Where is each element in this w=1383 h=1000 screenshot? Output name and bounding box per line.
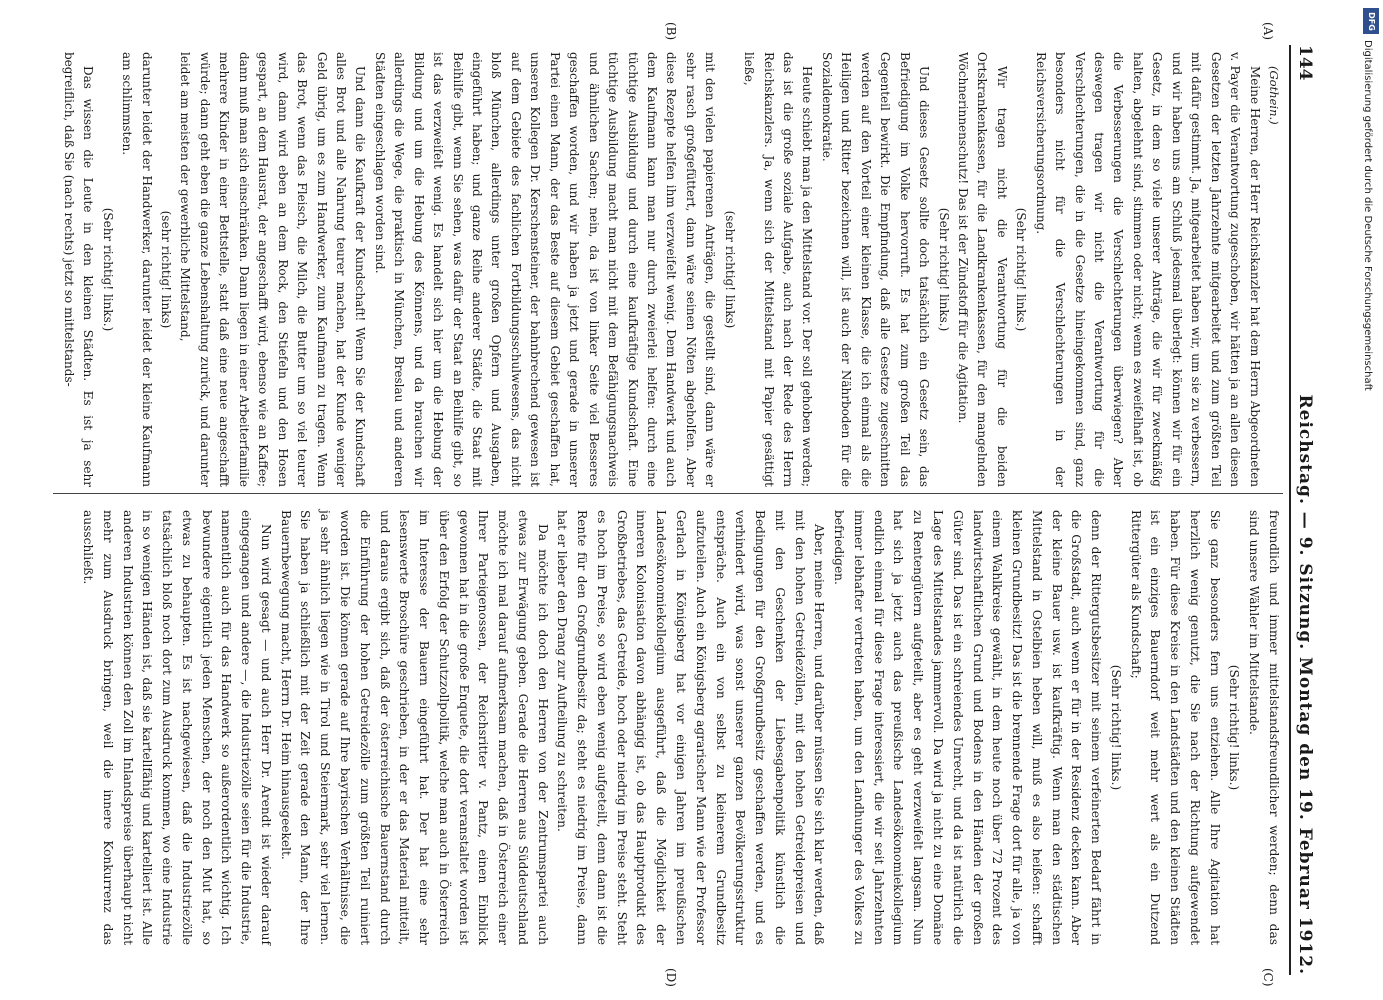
interjection: (Sehr richtig! links.) [1014, 207, 1029, 332]
column-divider [53, 493, 1283, 494]
paragraph: Wir tragen nicht die Verantwortung für die beiden Ortskrankenkassen, für die Landkrankenkassen, für den mangelnden Wöchnerinnenschutz! Das ist der Zündstoff für die Agitation. [956, 52, 1009, 487]
paragraph: Da möchte ich doch den Herren von der Zentrumspartei auch etwas zur Erwägung geben. Gerade die Herren aus Süddeutschland möchte ich mal darauf aufmerksam machen, daß in Österreich einer Ihrer Parteigenossen, der Reichsritter v. Pantz, einen Einblick gewonnen hat in die große Enquete, die dort veranstaltet worden ist über den Erfolg der Schutzzollpolitik, welche man auch in Österreich im Interesse der Bauern eingeführt hat. Der hat eine sehr lesenswerte Broschüre geschrieben, in der er das Material mitteilt, und daraus ergibt sich, daß der österreichische Bauernstand durch die Einführung der hohen Getreidezölle zum größten Teil ruiniert worden ist. Die können gerade auf Ihre bayrischen Verhältnisse, die ja sehr ähnlich liegen wie in Tirol und Steiermark, sehr viel lernen. Sie haben ja schließlich mit der Zeit gerade den Mann, der Ihre Bauernbewegung macht, Herrn Dr. Heim hinausgeekelt. [278, 510, 550, 945]
paragraph: Das wissen die Leute in den kleinen Städten. Es ist ja sehr begreiflich, daß Sie (nach rechts) jetzt so mittelstands- [61, 52, 96, 487]
speaker-label: (Gothein.) [1267, 66, 1281, 125]
digitization-credit [1359, 40, 1379, 800]
paragraph: darunter leidet der Handwerker, darunter leidet der kleine Kaufmann am schlimmsten. [120, 52, 154, 487]
margin-mark-b: (B) [664, 22, 678, 41]
paragraph: Heute schiebt man ja den Mittelstand vor. Der soll gehoben werden; das ist die große soziale Aufgabe, auch nach der Rede des Herrn Reichskanzlers. Ja, wenn sich der Mittelstand mit Papier gesättigt ließe, [742, 52, 815, 487]
dfg-badge-text: DFG [1366, 11, 1376, 31]
dfg-logo-icon [1363, 8, 1379, 34]
paragraph: mit den vielen papierenen Anträgen, die gestellt sind, dann wäre er sehr rasch großgefüttert, dann wäre seinen Nöten abgeholfen. Aber diese Rezepte helfen ihm verzweifelt wenig. Dem Handwerk und auch dem Kaufmann kann man nur durch zweierlei helfen: durch eine tüchtige Ausbildung und durch eine kaufkräftige Kundschaft. Eine tüchtige Ausbildung macht man nicht mit dem Befähigungsnachweis und ähnlichen Sachen; nein, da ist von linker Seite viel Besseres geschaffen worden, und wir haben ja jetzt und gerade in unserer Partei einen Mann, der das Beste auf diesem Gebiet geschaffen hat, unseren Kollegen Dr. Kerschensteiner, der bahnbrechend gewesen ist auf dem Gebiete des fachlichen Fortbildungsschulwesens, das nicht bloß München, allerdings unter großen Opfern und Ausgaben, eingeführt haben; und ganze Reihe anderer Städte, die Staat mit Beihilfe gibt, wenn Sie sehen, was dafür der Staat an Beihilfe gibt, so ist das verzweifelt wenig. Es handelt sich hier um die Hebung der Bildung und um die Hebung des Könnens, und da brauchen wir allerdings die Wege, die praktisch in München, Breslau und anderen Städten eingeschlagen worden sind. [372, 52, 718, 487]
margin-mark-d: (D) [664, 968, 678, 987]
interjection: (Sehr richtig! links.) [100, 207, 115, 332]
interjection: (sehr richtig! links) [722, 210, 737, 329]
paragraph: Sie ganz besonders fern uns entziehen. Alle Ihre Agitation hat herzlich wenig genutzt, die Sie nach der Richtung aufgewendet haben. Für diese Kreise in den Landstädten und den kleinen Städten ist ein einziges Bauerndorf weit mehr wert als ein Dutzend Rittergüter als Kundschaft; [1128, 510, 1222, 945]
paragraph: Und dieses Gesetz sollte doch tatsächlich ein Gesetz sein, das Befriedigung im Volke hervorruft. Es hat zum großen Teil das Gegenteil bewirkt. Die Empfindung, daß alle Gesetze zugeschnitten werden auf den Vorteil einer kleinen Klasse, die ich einmal als die Heiligen und Ritter bezeichnen will, ist auch der Nährboden für die Sozialdemokratie. [819, 52, 932, 487]
right-column [77, 510, 1283, 945]
credit-text: Digitalisierung gefördert durch die Deutsche Forschungsgemeinschaft [1362, 40, 1373, 391]
margin-mark-a: (A) [1261, 22, 1275, 41]
interjection: (Sehr richtig! links.) [936, 207, 951, 332]
paragraph: Und dann die Kaufkraft der Kundschaft! Wenn Sie der Kundschaft alles Brot und alle Nahrung teurer machen, hat der Kunde weniger Geld übrig, um es zum Handwerker, zum Kaufmann zu tragen. Wenn das Brot, wenn das Fleisch, die Milch, die Butter um so viel teurer wird, dann wird eben an dem Rock, den Stiefeln und den Hosen gespart, an dem Hausrat, der angeschafft wird, ebenso wie an Kaffee; dann muß man sich einschränken. Dann liegen in einer Arbeiterfamilie mehrere Kinder in einer Bettstelle, statt daß eine neue angeschafft würde; dann geht eben die ganze Lebenshaltung zurück, und darunter leidet am meisten der gewerbliche Mittelstand, [178, 52, 368, 487]
page-header [1295, 45, 1325, 975]
paragraph: Nun wird gesagt — und auch Herr Dr. Arendt ist wieder darauf eingegangen und andere —, die Industriezölle seien für die Industrie, namentlich auch für das Handwerk so außerordentlich wichtig. Ich bewundere eigentlich jeden Menschen, der noch den Mut hat, so etwas zu behaupten. Es ist nachgewiesen, daß die Industriezölle tatsächlich bloß noch dort zum Ausdruck kommen, wo eine Industrie in so wenigen Händen ist, daß sie kartellfähig und kartelliert ist. Alle anderen Industrien können den Zoll im Inlandspreise überhaupt nicht mehr zum Ausdruck bringen, weil die innere Konkurrenz das ausschließt. [81, 510, 273, 945]
page-title: Reichstag. — 9. Sitzung. Montag den 19. Februar 1912. [1295, 394, 1315, 975]
paragraph: freundlich und immer mittelstandsfreundlicher werden; denn das sind unsere Wähler im Mittelstande. [1247, 510, 1281, 945]
page-number: 144 [1295, 45, 1315, 81]
paragraph: Aber, meine Herren, und darüber müssen Sie sich klar werden, daß mit den hohen Getreidezöllen, mit den hohen Getreidepreisen und mit den Geschenken der Liebesgabenpolitik künstlich die Bedingungen für den Großgrundbesitz geschaffen werden, und es verhindert wird, was sonst unserer ganzen Bevölkerungsstruktur entspräche. Auch ein von selbst zu kleinerem Grundbesitz aufzuteilen. Auch ein Königsberg agrarischer Mann wie der Professor Gerlach in Königsberg hat vor einigen Jahren im preußischen Landesökonomiekollegium ausgeführt, daß die Möglichkeit der inneren Kolonisation davon abhängig ist, ob das Hauptprodukt des Großbetriebes, das Getreide, hoch oder niedrig im Preise steht. Steht es hoch im Preise, so wird eben wenig aufgeteilt, denn dann ist die Rente für den Großgrundbesitz da; steht es niedrig im Preise, dann hat er lieber den Drang zur Aufteilung zu schreiten. [555, 510, 827, 945]
interjection: (sehr richtig! links) [159, 210, 174, 329]
paragraph: Meine Herren, der Herr Reichskanzler hat dem Herrn Abgeordneten v. Payer die Verantwortung zugeschoben, wir hätten ja an allen diesen Gesetzen der letzten Jahrzehnte mitgearbeitet und zum größten Teil mit dafür gestimmt. Ja, mitgearbeitet haben wir, um sie zu verbessern, und wir haben uns am Schluß jedesmal überlegt: können wir für ein Gesetz, in dem so viele unserer Anträge, die wir für zweckmäßig halten, abgelehnt sind, stimmen oder nicht; wenn es zweifelhaft ist, ob die Verbesserungen die Verschlechterungen überwiegen? Aber deswegen tragen wir nicht die Verantwortung für die Verschlechterungen, die in die Gesetze hineingekommen sind, ganz besonders nicht für die Verschlechterungen in der Reichsversicherungsordnung. [1033, 52, 1262, 487]
left-column [58, 52, 1283, 487]
paragraph: denn der Rittergutsbesitzer mit seinem verfeinerten Bedarf fährt in die Großstadt, auch wenn er für in der Residenz decken kann. Aber der kleine Bauer usw. ist kaufkräftig. Wenn man den städtischen Mittelstand in Ostelbien heben will, muß es also heißen: schafft kleinen Grundbesitz! Das ist die brennende Frage dort für alle, ja von einem Wahlkreise gewählt, in dem heute noch über 72 Prozent des landwirtschaftlichen Grund und Bodens in den Händen der großen Güter sind. Das ist ein schreiendes Unrecht, und da ist natürlich die Lage des Mittelstandes jammervoll. Da wird ja nicht zu eine Domäne zu Rentengütern aufgeteilt, aber es geht verzweifelt langsam. Nun hat sich ja jetzt auch das preußische Landesökonomiekollegium endlich einmal für diese Frage interessiert, die wir seit Jahrzehnten immer lebhafter vertreten haben, um den Landhunger des Volkes zu befriedigen. [832, 510, 1104, 945]
interjection: (Sehr richtig! links.) [1108, 664, 1123, 791]
interjection: (Sehr richtig! links.) [1227, 664, 1242, 791]
header-rule [1289, 45, 1291, 975]
margin-mark-c: (C) [1261, 968, 1275, 987]
